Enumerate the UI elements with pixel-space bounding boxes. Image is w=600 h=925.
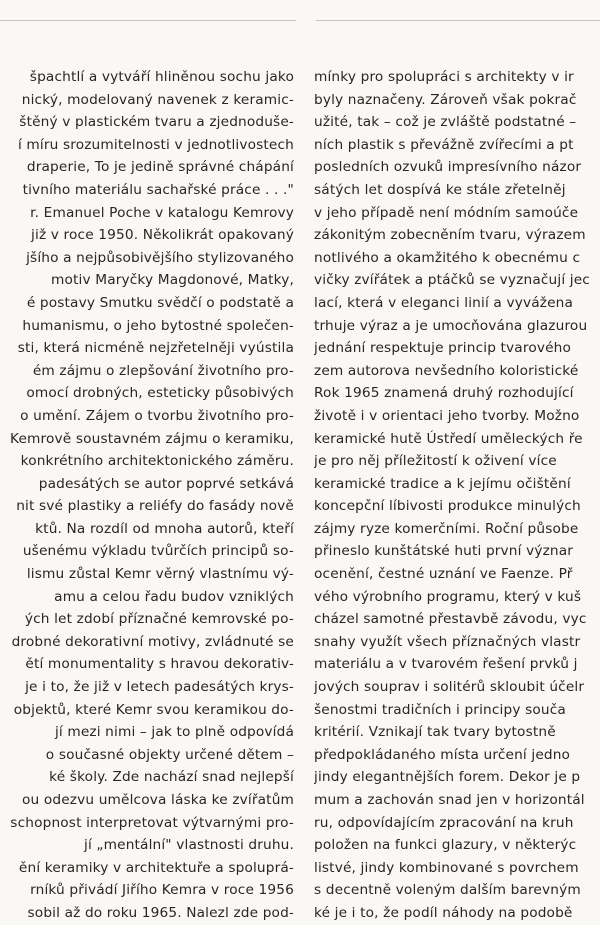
text-line: listvé, jindy kombinované s povrchem (314, 859, 579, 876)
text-line: omocí drobných, esteticky působivých (26, 385, 294, 402)
text-line: nický, modelovaný navenek z keramic- (21, 91, 294, 108)
text-line: přineslo kunštátské huti první význar (314, 543, 574, 560)
text-line: Rok 1965 znamená druhý rozhodující (314, 385, 574, 402)
text-line: notlivého a okamžitého k obecnému c (314, 249, 581, 266)
text-line: mum a zachován snad jen v horizontál (314, 792, 585, 808)
text-line: Kemrově soustavném zájmu o keramiku, (10, 430, 294, 447)
text-line: ém zájmu o zlepšování životního pro- (32, 362, 294, 379)
text-line: je pro něj příležitostí k oživení více (314, 453, 557, 470)
text-line: ých let zdobí příznačné kemrovské po- (24, 611, 294, 628)
text-line: nit své plastiky a reliéfy do fasády nově (16, 498, 294, 515)
text-line: draperie, To je jedině správné chápání (26, 159, 294, 176)
text-line: ou odezvu umělcova láska ke zvířatům (22, 792, 294, 808)
text-line: lací, která v eleganci linií a vyvážena (314, 294, 574, 311)
text-line: jí mezi nimi – jak to plně odpovídá (54, 724, 294, 741)
text-line: šenostmi tradičních i principy souča (314, 701, 566, 718)
text-line: zákonitým zobecněním tvaru, výrazem (314, 227, 586, 244)
right-text-column (314, 66, 600, 925)
text-line: byly naznačeny. Zároveň však pokrač (314, 91, 577, 108)
text-line: jšího a nejpůsobivějšího stylizovaného (26, 249, 294, 266)
text-line: sátých let dospívá ke stále zřetelněj (314, 181, 566, 198)
text-line: s decentně voleným dalším barevným (314, 882, 581, 899)
text-line: tivního materiálu sachařské práce . . ." (22, 181, 294, 198)
text-line: padesátých se autor poprvé setkává (38, 475, 294, 492)
left-text-column (0, 66, 294, 925)
text-line: jových souprav i solitérů skloubit účelr (314, 679, 585, 696)
text-line: zem autorova nevšedního koloristické (314, 362, 579, 379)
text-line: předpokládaného místa určení jedno (314, 746, 571, 763)
top-rule-left (0, 20, 296, 21)
text-line: lismu zůstal Kemr věrný vlastnímu vý- (26, 566, 294, 583)
text-line: é postavy Smutku svědčí o podstatě a (26, 294, 294, 311)
text-line: amu a celou řadu budov vzniklých (54, 588, 294, 605)
text-line: mínky pro spolupráci s architekty v ir (314, 69, 574, 85)
text-line: keramické tradice a k jejímu očištění (314, 475, 571, 492)
text-line: ětí monumentality s hravou dekorativ- (25, 656, 294, 673)
text-line: ru, odpovídajícím zpracování na kruh (314, 814, 574, 831)
top-rule-right (316, 20, 600, 21)
text-line: již v roce 1950. Několikrát opakovaný (31, 227, 294, 244)
text-line: o současné objekty určené dětem – (45, 746, 294, 763)
text-line: jí „mentální" vlastnosti druhu. (84, 837, 294, 854)
text-line: sobil až do roku 1965. Nalezl zde pod- (27, 904, 294, 921)
text-line: kritérií. Vznikají tak tvary bytostně (314, 724, 556, 741)
text-line: motiv Maryčky Magdonové, Matky, (51, 272, 294, 289)
text-line: drobné dekorativní motivy, zvládnuté se (11, 633, 294, 650)
text-line: trhuje výraz a je umocňována glazurou (314, 317, 588, 334)
text-line: keramické hutě Ústředí uměleckých ře (314, 430, 583, 447)
text-line: snahy využít všech příznačných vlastr (314, 633, 581, 650)
text-line: užité, tak – což je zvláště podstatné – (314, 114, 577, 131)
text-line: ušenému výkladu tvůrčích principů so- (22, 543, 294, 560)
text-line: materiálu a v tvarovém řešení prvků j (314, 656, 578, 673)
text-line: r. Emanuel Poche v katalogu Kemrovy (30, 204, 294, 221)
text-line: zájmy ryze komerčními. Roční působe (314, 520, 579, 537)
text-line: ktů. Na rozdíl od mnoha autorů, kteří (35, 520, 294, 537)
text-line: ké je i to, že podíl náhody na podobě (314, 904, 573, 921)
text-line: cházel samotné přestavbě závodu, vyc (314, 611, 587, 628)
text-line: vého výrobního programu, který v kuš (314, 588, 582, 605)
text-line: konkrétního architektonického záměru. (20, 453, 294, 470)
text-line: rníků přivádí Jiřího Kemra v roce 1956 (30, 882, 294, 899)
text-line: vičky zvířátek a ptáčků se vyznačují jec (314, 272, 590, 289)
text-line: objektů, které Kemr svou keramikou do- (13, 701, 294, 718)
text-line: í míru srozumitelnosti v jednotlivostech (17, 136, 294, 153)
text-line: ních plastik s převážně zvířecími a pt (314, 136, 574, 153)
text-line: ění keramiky v architektuře a spoluprá- (18, 859, 294, 876)
text-line: jednání respektuje princip tvarového (314, 340, 572, 357)
text-line: koncepční líbivosti produkce minulých (314, 498, 581, 515)
text-line: je i to, že již v letech padesátých krys- (25, 679, 294, 696)
text-line: ocenění, čestné uznání ve Faenze. Př (314, 566, 573, 583)
text-line: položen na funkci glazury, v některýc (314, 837, 577, 854)
text-line: humanismu, o jeho bytostné společen- (22, 317, 294, 334)
text-line: jindy elegantnějších forem. Dekor je p (314, 769, 581, 786)
text-line: ké školy. Zde nachází snad nejlepší (49, 769, 294, 786)
text-line: schopnost interpretovat výtvarnými pro- (10, 814, 294, 831)
text-line: o umění. Zájem o tvorbu životního pro- (20, 407, 294, 424)
text-line: životě i v orientaci jeho tvorby. Možno (314, 407, 580, 424)
text-line: sti, která nicméně nejzřetelněji vyústila (17, 340, 294, 357)
text-line: štěný v plastickém tvaru a zjednoduše- (19, 114, 294, 131)
text-line: v jeho případě není módním samoúče (314, 204, 579, 221)
text-line: posledních ozvuků impresívního názor (314, 159, 582, 176)
text-line: špachtlí a vytváří hliněnou sochu jako (29, 69, 294, 85)
